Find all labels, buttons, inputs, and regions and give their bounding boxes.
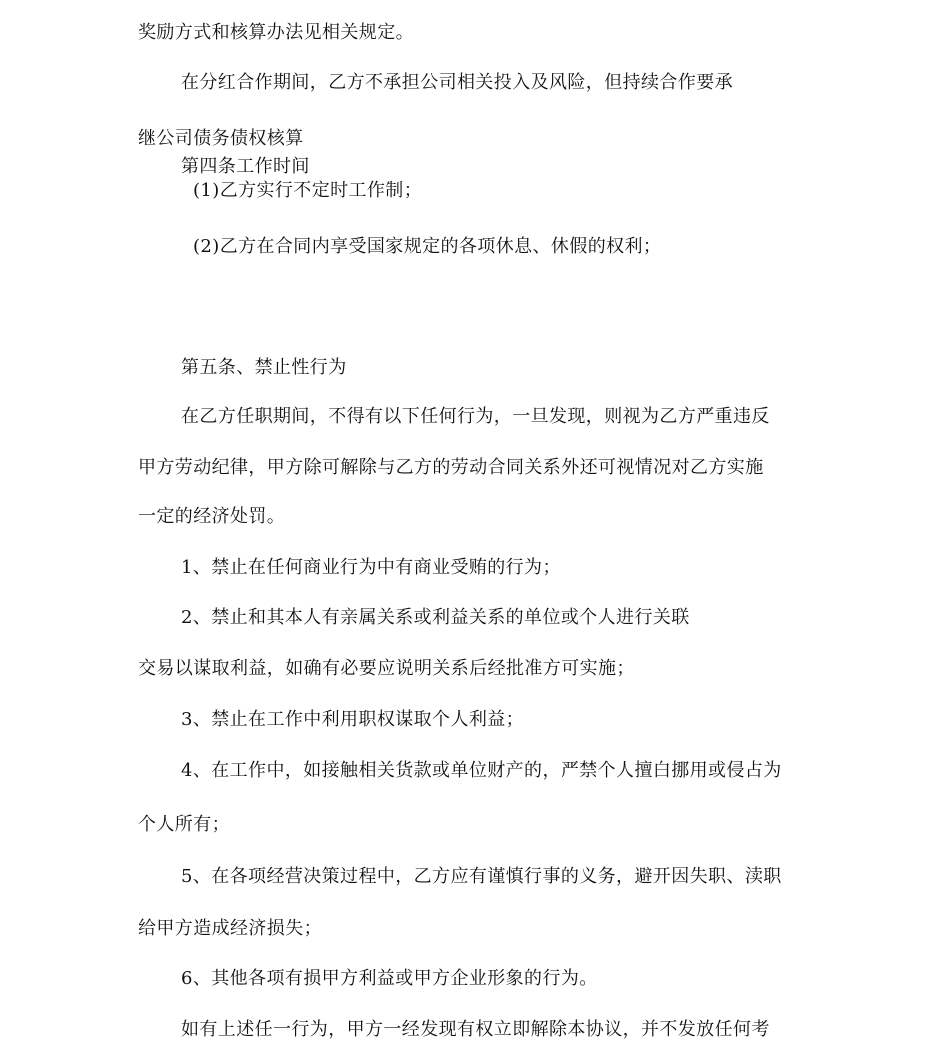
list-item-2-cont: 交易以谋取利益，如确有必要应说明关系后经批准方可实施； <box>138 658 635 679</box>
text-line-5: (1)乙方实行不定时工作制； <box>193 180 423 201</box>
list-item-2: 2、禁止和其本人有亲属关系或利益关系的单位或个人进行关联 <box>181 607 690 628</box>
list-item-5: 5、在各项经营决策过程中，乙方应有谨慎行事的义务，避开因失职、渎职 <box>181 866 782 887</box>
text-line-9: 甲方劳动纪律，甲方除可解除与乙方的劳动合同关系外还可视情况对乙方实施 <box>138 457 764 478</box>
text-line-20: 如有上述任一行为，甲方一经发现有权立即解除本协议，并不发放任何考 <box>181 1019 770 1040</box>
list-item-3: 3、禁止在工作中利用职权谋取个人利益； <box>181 709 525 730</box>
text-line-3: 继公司债务债权核算 <box>138 128 304 149</box>
text-line-2: 在分红合作期间，乙方不承担公司相关投入及风险，但持续合作要承 <box>181 72 733 93</box>
text-line-8: 在乙方任职期间，不得有以下任何行为，一旦发现，则视为乙方严重违反 <box>181 406 770 427</box>
list-item-5-cont: 给甲方造成经济损失； <box>138 918 322 939</box>
list-item-4: 4、在工作中，如接触相关货款或单位财产的，严禁个人擅白挪用或侵占为 <box>181 760 782 781</box>
section-heading-4: 第四条工作时间 <box>181 156 310 177</box>
list-item-6: 6、其他各项有损甲方利益或甲方企业形象的行为。 <box>181 968 598 989</box>
text-line-10: 一定的经济处罚。 <box>138 506 286 527</box>
list-item-1: 1、禁止在任何商业行为中有商业受贿的行为； <box>181 557 561 578</box>
list-item-4-cont: 个人所有； <box>138 814 230 835</box>
text-line-6: (2)乙方在合同内享受国家规定的各项休息、休假的权利； <box>193 236 662 257</box>
section-heading-5: 第五条、禁止性行为 <box>181 357 347 378</box>
text-line-1: 奖励方式和核算办法见相关规定。 <box>138 22 414 43</box>
